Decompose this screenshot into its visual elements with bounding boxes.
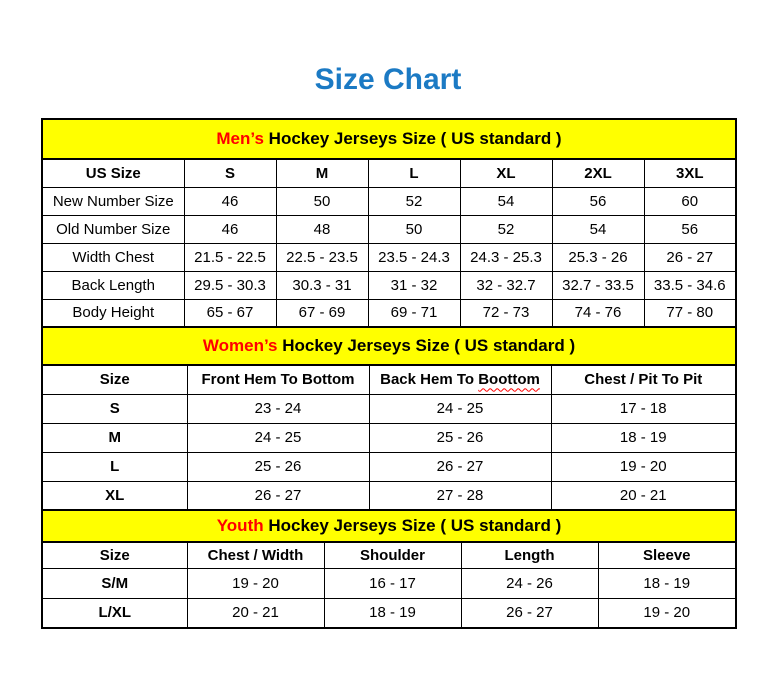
row-label: Old Number Size xyxy=(42,215,184,243)
table-cell: 20 - 21 xyxy=(551,481,736,510)
table-cell: 21.5 - 22.5 xyxy=(184,243,276,271)
banner-highlight-text: Men’s xyxy=(216,129,269,148)
row-label: Body Height xyxy=(42,299,184,327)
table-cell: 74 - 76 xyxy=(552,299,644,327)
table-cell: 65 - 67 xyxy=(184,299,276,327)
banner-highlight-text: Youth xyxy=(216,516,269,535)
column-header: Shoulder xyxy=(324,542,461,568)
table-cell: 23 - 24 xyxy=(187,394,369,423)
table-row xyxy=(42,452,736,481)
row-label: M xyxy=(42,423,187,452)
row-label: New Number Size xyxy=(42,187,184,215)
table-row xyxy=(42,394,736,423)
misspelled-word: Boottom xyxy=(478,371,540,389)
table-cell: 54 xyxy=(460,187,552,215)
table-cell: 72 - 73 xyxy=(460,299,552,327)
table-cell: 31 - 32 xyxy=(368,271,460,299)
table-cell: 26 - 27 xyxy=(461,598,598,628)
table-cell: 26 - 27 xyxy=(187,481,369,510)
table-cell: 52 xyxy=(368,187,460,215)
section-banner xyxy=(42,119,736,159)
table-cell: 24 - 25 xyxy=(187,423,369,452)
column-header: M xyxy=(276,159,368,187)
table-cell: 46 xyxy=(184,187,276,215)
header-row xyxy=(42,542,736,568)
table-row xyxy=(42,215,736,243)
section-banner xyxy=(42,327,736,365)
table-row xyxy=(42,243,736,271)
table-cell: 69 - 71 xyxy=(368,299,460,327)
banner-text: Hockey Jerseys Size ( US standard ) xyxy=(268,516,562,535)
row-label: S xyxy=(42,394,187,423)
table-cell: 26 - 27 xyxy=(644,243,736,271)
banner-row xyxy=(42,510,736,542)
table-cell: 24.3 - 25.3 xyxy=(460,243,552,271)
table-cell: 32 - 32.7 xyxy=(460,271,552,299)
table-cell: 20 - 21 xyxy=(187,598,324,628)
row-label: L/XL xyxy=(42,598,187,628)
column-header: US Size xyxy=(42,159,184,187)
youth-size-table xyxy=(41,509,737,629)
column-header: S xyxy=(184,159,276,187)
table-cell: 25 - 26 xyxy=(187,452,369,481)
banner-row xyxy=(42,327,736,365)
banner-text: Hockey Jerseys Size ( US standard ) xyxy=(282,336,576,355)
row-label: XL xyxy=(42,481,187,510)
table-row xyxy=(42,568,736,598)
table-row xyxy=(42,187,736,215)
column-header: Size xyxy=(42,365,187,394)
table-cell: 33.5 - 34.6 xyxy=(644,271,736,299)
table-row xyxy=(42,271,736,299)
table-cell: 52 xyxy=(460,215,552,243)
womens-size-table xyxy=(41,326,737,511)
table-cell: 18 - 19 xyxy=(598,568,736,598)
table-cell: 19 - 20 xyxy=(551,452,736,481)
table-cell: 17 - 18 xyxy=(551,394,736,423)
banner-text: Hockey Jerseys Size ( US standard ) xyxy=(268,129,562,148)
column-header: Length xyxy=(461,542,598,568)
table-cell: 67 - 69 xyxy=(276,299,368,327)
table-cell: 18 - 19 xyxy=(324,598,461,628)
header-text: Back Hem To xyxy=(380,371,479,389)
table-cell: 16 - 17 xyxy=(324,568,461,598)
row-label: Back Length xyxy=(42,271,184,299)
table-cell: 22.5 - 23.5 xyxy=(276,243,368,271)
table-cell: 30.3 - 31 xyxy=(276,271,368,299)
column-header: Size xyxy=(42,542,187,568)
row-label: Width Chest xyxy=(42,243,184,271)
table-cell: 19 - 20 xyxy=(187,568,324,598)
table-cell: 48 xyxy=(276,215,368,243)
column-header: 2XL xyxy=(552,159,644,187)
header-row xyxy=(42,159,736,187)
table-row xyxy=(42,423,736,452)
table-cell: 26 - 27 xyxy=(369,452,551,481)
column-header xyxy=(369,365,551,394)
table-cell: 32.7 - 33.5 xyxy=(552,271,644,299)
section-banner xyxy=(42,510,736,542)
table-cell: 23.5 - 24.3 xyxy=(368,243,460,271)
table-cell: 56 xyxy=(644,215,736,243)
table-cell: 25.3 - 26 xyxy=(552,243,644,271)
table-cell: 29.5 - 30.3 xyxy=(184,271,276,299)
column-header: Sleeve xyxy=(598,542,736,568)
column-header: 3XL xyxy=(644,159,736,187)
table-cell: 56 xyxy=(552,187,644,215)
page-title: Size Chart xyxy=(314,63,462,96)
table-cell: 46 xyxy=(184,215,276,243)
size-chart-tables xyxy=(41,118,735,629)
table-cell: 24 - 25 xyxy=(369,394,551,423)
column-header: Chest / Width xyxy=(187,542,324,568)
table-cell: 27 - 28 xyxy=(369,481,551,510)
table-cell: 24 - 26 xyxy=(461,568,598,598)
row-label: L xyxy=(42,452,187,481)
column-header: Front Hem To Bottom xyxy=(187,365,369,394)
table-row xyxy=(42,299,736,327)
row-label: S/M xyxy=(42,568,187,598)
mens-size-table xyxy=(41,118,737,328)
column-header: Chest / Pit To Pit xyxy=(551,365,736,394)
table-cell: 18 - 19 xyxy=(551,423,736,452)
header-row xyxy=(42,365,736,394)
table-cell: 19 - 20 xyxy=(598,598,736,628)
table-cell: 25 - 26 xyxy=(369,423,551,452)
table-cell: 77 - 80 xyxy=(644,299,736,327)
banner-row xyxy=(42,119,736,159)
column-header: L xyxy=(368,159,460,187)
column-header: XL xyxy=(460,159,552,187)
banner-highlight-text: Women’s xyxy=(202,336,283,355)
table-row xyxy=(42,598,736,628)
table-cell: 50 xyxy=(368,215,460,243)
table-cell: 50 xyxy=(276,187,368,215)
table-cell: 60 xyxy=(644,187,736,215)
table-cell: 54 xyxy=(552,215,644,243)
table-row xyxy=(42,481,736,510)
